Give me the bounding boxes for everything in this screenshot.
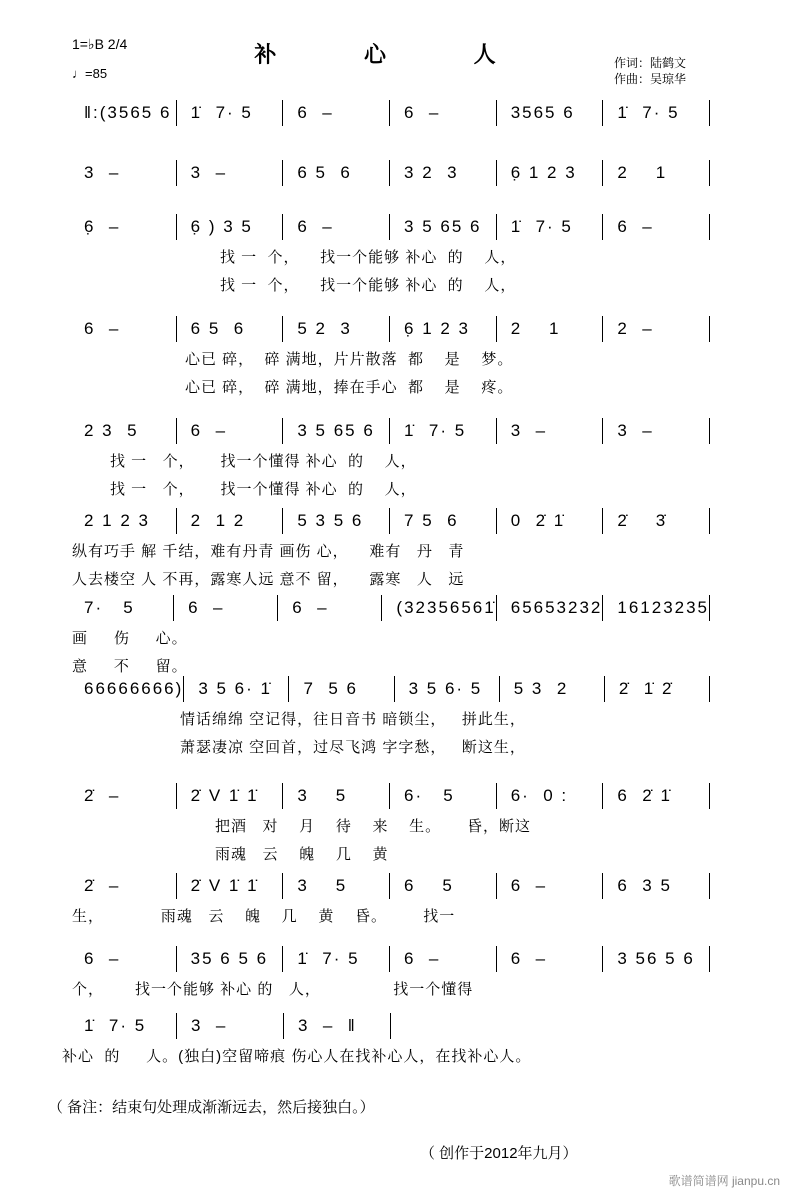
key-signature: 1=♭B 2/4 xyxy=(72,36,128,52)
measure: 6 – xyxy=(283,214,390,240)
score-system xyxy=(70,316,710,342)
measure: 2 – xyxy=(603,316,710,342)
measure: 3 5 65 6 xyxy=(283,418,390,444)
measure: 2 3 5 xyxy=(70,418,177,444)
measure: 2̇ 3̇ xyxy=(603,508,710,534)
watermark: 歌谱简谱网 jianpu.cn xyxy=(668,1174,780,1188)
lyric-line: 萧瑟凄凉 空回首，过尽飞鸿 字字愁， 断这生， xyxy=(180,739,526,756)
lyric-line: 生， 雨魂 云 魄 几 黄 昏。 找一 xyxy=(72,908,456,925)
measure: 2 1 xyxy=(497,316,604,342)
measure: 6 – xyxy=(603,214,710,240)
score-system xyxy=(70,676,710,702)
lyric-line: 雨魂 云 魄 几 黄 xyxy=(215,846,389,863)
lyric-line: 把酒 对 月 待 来 生。 昏，断这 xyxy=(215,818,532,835)
measure: 6̣ ) 3 5 xyxy=(177,214,284,240)
score-system xyxy=(70,100,710,126)
measure: 2̇ – xyxy=(70,783,177,809)
measure: 5 2 3 xyxy=(283,316,390,342)
measure: 1̇ 7· 5 xyxy=(177,100,284,126)
measure: 3 5 6· 5 xyxy=(395,676,500,702)
measure: 7· 5 xyxy=(70,595,174,621)
measure: 6 – xyxy=(390,946,497,972)
lyric-line: 找 一 个， 找一个能够 补心 的 人， xyxy=(220,249,517,266)
measure: 3 2 3 xyxy=(390,160,497,186)
score-system xyxy=(70,873,710,899)
measure: 6 5 6 xyxy=(177,316,284,342)
measure: 3 – ‖ xyxy=(284,1013,391,1039)
measure: 6 – xyxy=(70,946,177,972)
remark: （ 备注：结束句处理成渐渐远去，然后接独白。） xyxy=(48,1099,375,1116)
measure: 6 – xyxy=(497,946,604,972)
measure: 6 – xyxy=(70,316,177,342)
measure: 6̣ – xyxy=(70,214,177,240)
measure: 1̇ 7· 5 xyxy=(390,418,497,444)
measure: (32356561̇ xyxy=(382,595,496,621)
measure: 6 3 5 xyxy=(603,873,710,899)
score-system xyxy=(70,508,710,534)
measure: 65653232 xyxy=(497,595,604,621)
measure: 6 – xyxy=(283,100,390,126)
lyric-line: 找 一 个， 找一个能够 补心 的 人， xyxy=(220,277,517,294)
measure: 6 – xyxy=(177,418,284,444)
lyric-line: 找 一 个， 找一个懂得 补心 的 人， xyxy=(110,453,417,470)
measure: 6 – xyxy=(497,873,604,899)
score-system xyxy=(70,595,710,621)
measure: 1̇ 7· 5 xyxy=(603,100,710,126)
measure: 1̇ 7· 5 xyxy=(70,1013,177,1039)
measure: 6 5 xyxy=(390,873,497,899)
measure: 3 – xyxy=(603,418,710,444)
measure: 16123235 xyxy=(603,595,710,621)
measure: 6̣ 1 2 3 xyxy=(497,160,604,186)
measure: 5 3 5 6 xyxy=(283,508,390,534)
measure: 3 5 6· 1̇ xyxy=(184,676,289,702)
score-system xyxy=(70,1013,391,1039)
measure: 2 1 2 3 xyxy=(70,508,177,534)
lyric-line: 画 伤 心。 xyxy=(72,630,188,647)
measure: 2̇ 1̇ 2̇ xyxy=(605,676,710,702)
measure: 7 5 6 xyxy=(289,676,394,702)
measure: ‖:(3565 6 xyxy=(70,100,177,126)
measure: 3 5 xyxy=(283,873,390,899)
lyric-line: 意 不 留。 xyxy=(72,658,188,675)
measure: 2̇ V 1̇ 1̇ xyxy=(177,873,284,899)
measure: 6 – xyxy=(390,100,497,126)
measure: 3 – xyxy=(177,1013,284,1039)
lyric-line: 个， 找一个能够 补心 的 人， 找一个懂得 xyxy=(72,981,474,998)
measure: 2̇ V 1̇ 1̇ xyxy=(177,783,284,809)
measure: 3 5 65 6 xyxy=(390,214,497,240)
measure: 3 56 5 6 xyxy=(603,946,710,972)
measure: 7 5 6 xyxy=(390,508,497,534)
composer: 作曲：吴琼华 xyxy=(614,72,687,86)
measure: 6· 0 : xyxy=(497,783,604,809)
composition-date: （ 创作于2012年九月） xyxy=(420,1145,578,1162)
measure: 3 – xyxy=(70,160,177,186)
lyric-line: 补心 的 人。(独白)空留啼痕 伤心人在找补心人，在找补心人。 xyxy=(62,1048,532,1065)
measure: 6· 5 xyxy=(390,783,497,809)
lyric-line: 人去楼空 人 不再，露寒人远 意不 留， 露寒 人 远 xyxy=(72,571,465,588)
song-title: 补 心 人 xyxy=(254,42,536,68)
measure: 2 1 xyxy=(603,160,710,186)
measure: 2 1 2 xyxy=(177,508,284,534)
tempo: ♩=85 xyxy=(72,66,108,81)
measure: 6̣ 1 2 3 xyxy=(390,316,497,342)
measure: 6 – xyxy=(174,595,278,621)
measure: 3 – xyxy=(497,418,604,444)
lyric-line: 情话绵绵 空记得，往日音书 暗锁尘， 拼此生， xyxy=(180,711,526,728)
score-system xyxy=(70,418,710,444)
measure: 0 2̇ 1̇ xyxy=(497,508,604,534)
score-system xyxy=(70,946,710,972)
score-system xyxy=(70,783,710,809)
measure: 6 – xyxy=(278,595,382,621)
measure: 5 3 2 xyxy=(500,676,605,702)
measure: 35 6 5 6 xyxy=(177,946,284,972)
measure: 3565 6 xyxy=(497,100,604,126)
measure: 6 2̇ 1̇ xyxy=(603,783,710,809)
lyric-line: 心已 碎， 碎 满地，捧在手心 都 是 疼。 xyxy=(185,379,514,396)
lyric-line: 纵有巧手 解 千结，难有丹青 画伤 心， 难有 丹 青 xyxy=(72,543,465,560)
lyric-line: 心已 碎， 碎 满地，片片散落 都 是 梦。 xyxy=(185,351,514,368)
measure: 1̇ 7· 5 xyxy=(283,946,390,972)
measure: 66666666) xyxy=(70,676,184,702)
score-system xyxy=(70,160,710,186)
lyricist: 作词：陆鹤文 xyxy=(614,56,687,70)
measure: 2̇ – xyxy=(70,873,177,899)
lyric-line: 找 一 个， 找一个懂得 补心 的 人， xyxy=(110,481,417,498)
measure: 3 5 xyxy=(283,783,390,809)
measure: 1̇ 7· 5 xyxy=(497,214,604,240)
score-system xyxy=(70,214,710,240)
measure: 6 5 6 xyxy=(283,160,390,186)
measure: 3 – xyxy=(177,160,284,186)
